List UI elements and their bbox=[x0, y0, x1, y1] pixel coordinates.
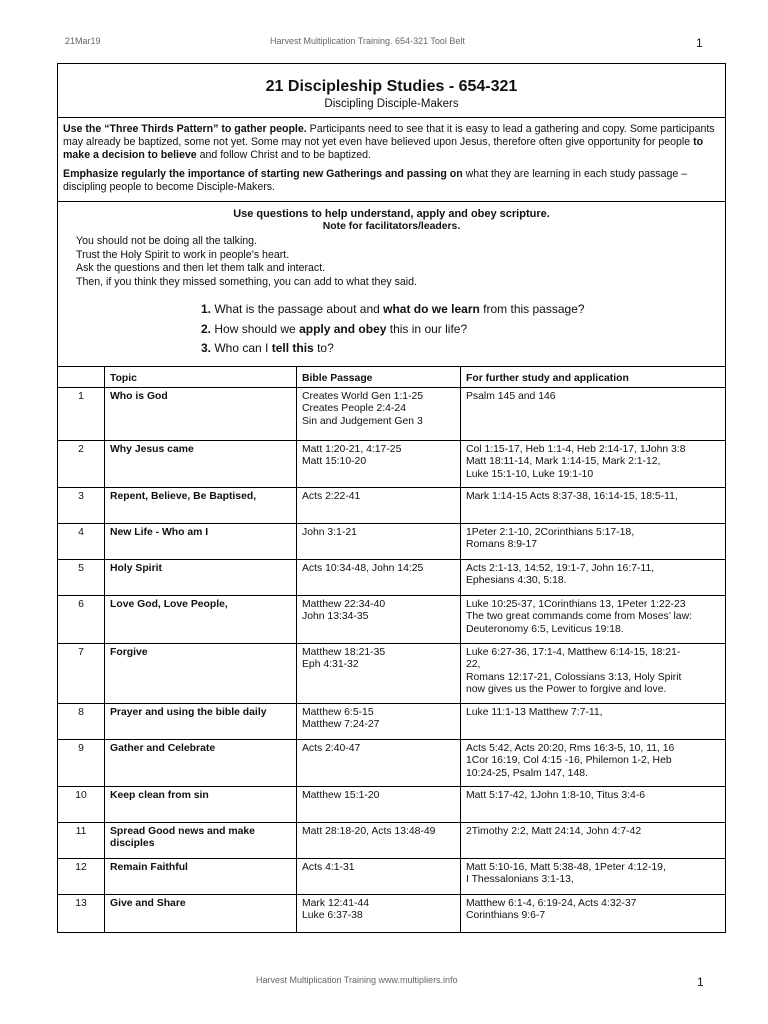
study-number: 2 bbox=[58, 440, 105, 487]
study-passage bbox=[297, 786, 461, 822]
further-line: The two great commands come from Moses’ law: bbox=[466, 611, 692, 623]
passage-line: Matthew 7:24-27 bbox=[302, 719, 380, 731]
passage-line: Creates World Gen 1:1-25 bbox=[302, 390, 424, 402]
further-line: Matthew 6:1-4, 6:19-24, Acts 4:32-37 bbox=[466, 897, 637, 909]
table-row bbox=[58, 786, 725, 822]
table-row bbox=[58, 739, 725, 786]
study-further bbox=[461, 822, 726, 858]
passage-line: Acts 2:22-41 bbox=[302, 490, 361, 502]
further-line: Luke 15:1-10, Luke 19:1-10 bbox=[466, 468, 594, 480]
header-number bbox=[58, 367, 105, 387]
further-line: Luke 10:25-37, 1Corinthians 13, 1Peter 1:22-23 bbox=[466, 598, 686, 610]
further-line: now gives us the Power to forgive and love. bbox=[466, 684, 667, 696]
intro-bold-2: to make a decision to believe bbox=[63, 136, 704, 161]
question-emphasis: tell this bbox=[271, 341, 314, 355]
header-topic: Topic bbox=[105, 367, 297, 387]
study-number: 7 bbox=[58, 643, 105, 703]
passage-line: Matthew 22:34-40 bbox=[302, 598, 386, 610]
passage-line: John 3:1-21 bbox=[302, 526, 357, 538]
note-line: Trust the Holy Spirit to work in people’s heart. bbox=[76, 248, 290, 261]
passage-line: Acts 10:34-48, John 14:25 bbox=[302, 562, 424, 574]
study-further bbox=[461, 739, 726, 786]
table-row bbox=[58, 822, 725, 858]
further-line: Romans 12:17-21, Colossians 3:13, Holy Spirit bbox=[466, 671, 682, 683]
study-passage bbox=[297, 739, 461, 786]
study-further bbox=[461, 387, 726, 440]
study-passage bbox=[297, 387, 461, 440]
study-topic: Spread Good news and make disciples bbox=[105, 822, 297, 858]
question-text: How should we bbox=[211, 321, 300, 336]
intro-bold-3: Emphasize regularly the importance of starting new Gatherings and passing on bbox=[63, 168, 463, 180]
study-number: 6 bbox=[58, 595, 105, 643]
passage-line: Eph 4:31-32 bbox=[302, 659, 359, 671]
study-further bbox=[461, 595, 726, 643]
study-further bbox=[461, 643, 726, 703]
footer-text: Harvest Multiplication Training www.multipliers.info bbox=[256, 975, 458, 985]
intro-text-2: and follow Christ and to be baptized. bbox=[196, 149, 371, 161]
study-number: 10 bbox=[58, 786, 105, 822]
study-number: 1 bbox=[58, 387, 105, 440]
further-line: 2Timothy 2:2, Matt 24:14, John 4:7-42 bbox=[466, 825, 642, 837]
study-number: 12 bbox=[58, 858, 105, 894]
question-text: from this passage? bbox=[479, 302, 585, 316]
study-topic: Who is God bbox=[105, 387, 297, 440]
study-further bbox=[461, 786, 726, 822]
study-topic: Keep clean from sin bbox=[105, 786, 297, 822]
study-topic: Forgive bbox=[105, 643, 297, 703]
questions-heading: Use questions to help understand, apply and obey scripture. bbox=[233, 208, 550, 220]
study-number: 5 bbox=[58, 559, 105, 595]
passage-line: Luke 6:37-38 bbox=[302, 910, 363, 922]
study-topic: New Life - Who am I bbox=[105, 523, 297, 559]
study-topic: Holy Spirit bbox=[105, 559, 297, 595]
further-line: Matt 18:11-14, Mark 1:14-15, Mark 2:1-12, bbox=[466, 456, 661, 468]
study-topic: Gather and Celebrate bbox=[105, 739, 297, 786]
study-passage bbox=[297, 822, 461, 858]
table-row bbox=[58, 643, 725, 703]
questions-note: Note for facilitators/leaders. bbox=[322, 221, 461, 232]
table-row bbox=[58, 559, 725, 595]
study-topic: Prayer and using the bible daily bbox=[105, 703, 297, 739]
study-topic: Give and Share bbox=[105, 894, 297, 932]
question-list bbox=[201, 300, 585, 359]
question-emphasis: what do we learn bbox=[383, 302, 480, 316]
question-text: What is the passage about and bbox=[211, 302, 384, 316]
study-further bbox=[461, 894, 726, 932]
study-number: 9 bbox=[58, 739, 105, 786]
study-number: 4 bbox=[58, 523, 105, 559]
intro-bold-1: Use the “Three Thirds Pattern” to gather people. bbox=[63, 123, 307, 135]
table-row bbox=[58, 440, 725, 487]
further-line: Psalm 145 and 146 bbox=[466, 390, 556, 402]
table-header-row bbox=[58, 367, 725, 387]
question-1 bbox=[201, 300, 585, 320]
further-line: Luke 6:27-36, 17:1-4, Matthew 6:14-15, 18:21- bbox=[466, 646, 681, 658]
question-3 bbox=[201, 339, 585, 359]
further-line: Acts 2:1-13, 14:52, 19:1-7, John 16:7-11, bbox=[466, 562, 655, 574]
document-title: 21 Discipleship Studies - 654-321 bbox=[265, 78, 518, 95]
table-row bbox=[58, 703, 725, 739]
intro-paragraph-2 bbox=[63, 168, 720, 194]
study-passage bbox=[297, 643, 461, 703]
further-line: 1Cor 16:19, Col 4:15 -16, Philemon 1-2, Heb bbox=[466, 755, 672, 767]
study-topic: Why Jesus came bbox=[105, 440, 297, 487]
intro-text-3: what they are learning in each study passage – discipling people to become Disciple-Makers. bbox=[63, 168, 688, 193]
passage-line: Matt 15:10-20 bbox=[302, 456, 367, 468]
passage-line: Matthew 15:1-20 bbox=[302, 789, 380, 801]
study-further bbox=[461, 523, 726, 559]
study-further bbox=[461, 559, 726, 595]
intro-text-1: Participants need to see that it is easy to lead a gathering and copy. Some participants may already be baptized, some not yet. Some may not yet even have believed upon Jesus, therefore often give opportunity for people bbox=[63, 123, 715, 148]
facilitator-notes bbox=[76, 235, 725, 289]
study-number: 3 bbox=[58, 487, 105, 523]
passage-line: Matthew 6:5-15 bbox=[302, 706, 374, 718]
footer-page-number: 1 bbox=[697, 975, 704, 989]
table-row bbox=[58, 894, 725, 932]
note-line: Then, if you think they missed something, you can add to what they said. bbox=[76, 275, 417, 288]
header-date: 21Mar19 bbox=[65, 36, 101, 46]
study-further bbox=[461, 703, 726, 739]
further-line: Col 1:15-17, Heb 1:1-4, Heb 2:14-17, 1John 3:8 bbox=[466, 443, 686, 455]
header-further-study: For further study and application bbox=[461, 367, 726, 387]
further-line: Ephesians 4:30, 5:18. bbox=[466, 575, 567, 587]
note-line: Ask the questions and then let them talk and interact. bbox=[76, 262, 326, 274]
study-topic: Love God, Love People, bbox=[105, 595, 297, 643]
passage-line: John 13:34-35 bbox=[302, 611, 369, 623]
study-further bbox=[461, 858, 726, 894]
further-line: Acts 5:42, Acts 20:20, Rms 16:3-5, 10, 11, 16 bbox=[466, 742, 675, 754]
study-passage bbox=[297, 487, 461, 523]
further-line: Deuteronomy 6:5, Leviticus 19:18. bbox=[466, 623, 624, 635]
note-line: You should not be doing all the talking. bbox=[76, 235, 258, 247]
study-further bbox=[461, 487, 726, 523]
table-body bbox=[58, 387, 725, 932]
passage-line: Mark 12:41-44 bbox=[302, 897, 369, 909]
studies-table bbox=[58, 367, 725, 932]
header-title: Harvest Multiplication Training. 654-321 Tool Belt bbox=[270, 36, 465, 46]
study-topic: Repent, Believe, Be Baptised, bbox=[105, 487, 297, 523]
question-text: this in our life? bbox=[386, 321, 468, 336]
study-passage bbox=[297, 703, 461, 739]
title-section bbox=[58, 64, 725, 118]
study-number: 11 bbox=[58, 822, 105, 858]
further-line: Corinthians 9:6-7 bbox=[466, 910, 546, 922]
table-row bbox=[58, 858, 725, 894]
further-line: Luke 11:1-13 Matthew 7:7-11, bbox=[466, 706, 603, 718]
further-line: I Thessalonians 3:1-13, bbox=[466, 874, 574, 886]
further-line: 1Peter 2:1-10, 2Corinthians 5:17-18, bbox=[466, 526, 635, 538]
table-row bbox=[58, 595, 725, 643]
passage-line: Creates People 2:4-24 bbox=[302, 403, 406, 415]
intro-paragraph-1 bbox=[63, 123, 720, 162]
study-passage bbox=[297, 894, 461, 932]
further-line: 10:24-25, Psalm 147, 148. bbox=[466, 767, 588, 779]
study-passage bbox=[297, 440, 461, 487]
studies-document bbox=[57, 63, 726, 933]
passage-line: Acts 4:1-31 bbox=[302, 861, 355, 873]
table-row bbox=[58, 487, 725, 523]
question-number: 1. bbox=[201, 302, 212, 316]
passage-line: Matt 28:18-20, Acts 13:48-49 bbox=[302, 825, 436, 837]
table-row bbox=[58, 387, 725, 440]
study-passage bbox=[297, 858, 461, 894]
study-number: 13 bbox=[58, 894, 105, 932]
question-text: Who can I bbox=[211, 341, 272, 355]
further-line: Mark 1:14-15 Acts 8:37-38, 16:14-15, 18:5-11, bbox=[466, 490, 678, 502]
further-line: Matt 5:17-42, 1John 1:8-10, Titus 3:4-6 bbox=[466, 789, 646, 801]
intro-section bbox=[58, 118, 725, 202]
further-line: Romans 8:9-17 bbox=[466, 539, 538, 551]
question-number: 3. bbox=[201, 341, 212, 355]
question-number: 2. bbox=[201, 321, 212, 336]
questions-section bbox=[58, 202, 725, 367]
document-subtitle: Discipling Disciple-Makers bbox=[324, 98, 459, 110]
table-row bbox=[58, 523, 725, 559]
passage-line: Matthew 18:21-35 bbox=[302, 646, 386, 658]
question-text: to? bbox=[313, 341, 334, 355]
passage-line: Sin and Judgement Gen 3 bbox=[302, 415, 423, 427]
header-passage: Bible Passage bbox=[297, 367, 461, 387]
passage-line: Matt 1:20-21, 4:17-25 bbox=[302, 443, 402, 455]
question-2 bbox=[201, 320, 585, 340]
study-further bbox=[461, 440, 726, 487]
header-page-number: 1 bbox=[696, 36, 703, 50]
further-line: Matt 5:10-16, Matt 5:38-48, 1Peter 4:12-19, bbox=[466, 861, 666, 873]
study-topic: Remain Faithful bbox=[105, 858, 297, 894]
study-number: 8 bbox=[58, 703, 105, 739]
study-passage bbox=[297, 595, 461, 643]
study-passage bbox=[297, 559, 461, 595]
study-passage bbox=[297, 523, 461, 559]
question-emphasis: apply and obey bbox=[299, 321, 387, 336]
further-line: 22, bbox=[466, 659, 481, 671]
passage-line: Acts 2:40-47 bbox=[302, 742, 361, 754]
